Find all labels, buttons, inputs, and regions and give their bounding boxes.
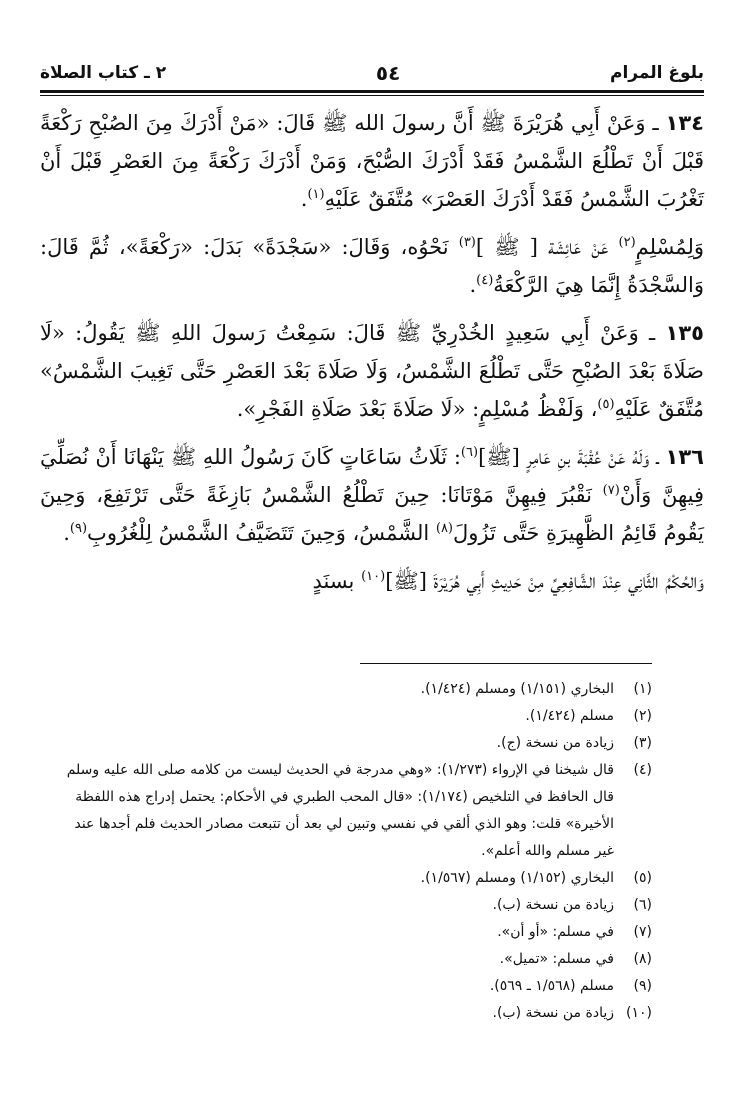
footnote-item (52, 973, 652, 1000)
footnote-text: البخاري (١/١٥٢) ومسلم (١/٥٦٧). (420, 870, 614, 886)
footnote-number: (٦) (633, 897, 652, 913)
hadith-text: ـ وَعَنْ أَبِي سَعِيدٍ الخُدْرِيِّ ﷺ قَالَ: سَمِعْتُ رَسولَ اللهِ ﷺ يَقُولُ: «لَا صَلَاةَ بَعْدَ الصُبْحِ حَتَّى تَطْلُعَ الشَّمْسُ، وَلَا صَلَاةَ بَعْدَ العَصْرِ حَتَّى تَغِيبَ الشَّمْسُ» مُتَّفَقٌ عَلَيْهِ (40, 321, 704, 421)
footnote-ref[interactable]: (٥) (597, 397, 615, 412)
header-rule-thin (40, 95, 704, 96)
footnote-item (52, 730, 652, 757)
hadith-number: ١٣٤ (665, 111, 704, 135)
ruling-text: وَالحُكْمُ الثَّانِي عِنْدَ الشَّافِعِيِّ مِنْ حَدِيثِ أَبِي هُرَيْرَةَ [ﷺ] (385, 569, 704, 593)
footnote-text: زيادة من نسخة (ب). (492, 897, 614, 913)
running-header (40, 56, 704, 90)
footnote-text: في مسلم: «تميل». (499, 951, 614, 967)
footnote-ref[interactable]: (١) (307, 187, 325, 202)
narration-text: نَحْوُه، وَقَالَ: «سَجْدَةً» بَدَلَ: «رَكْعَةً»، ثُمَّ قَالَ: وَالسَّجْدَةُ إِنَّمَا هِيَ الرَّكْعَةُ (40, 235, 704, 297)
footnote-number: (٩) (633, 978, 652, 994)
chapter-title: ٢ ـ كتاب الصلاة (40, 63, 167, 83)
hadith-136 (40, 438, 704, 552)
hadith-number: ١٣٦ (665, 445, 704, 469)
narration-text: . (469, 273, 477, 297)
footnote-text: في مسلم: «أو أن». (497, 924, 614, 940)
hadith-134 (40, 104, 704, 218)
hadith-135 (40, 314, 704, 428)
hadith-text: . (63, 521, 70, 545)
footnote-item (52, 1000, 652, 1027)
hadith-text: الشَّمْسُ، وَحِينَ تَتَضَيَّفُ الشَّمْسُ لِلْغُرُوبِ (87, 521, 436, 545)
footnote-ref[interactable]: (٣) (458, 235, 476, 250)
footnote-item (52, 946, 652, 973)
hadith-text: نَقْبُرَ فِيهِنَّ مَوْتَانَا: حِينَ تَطْلُعُ الشَّمْسُ بَازِغَةً حَتَّى تَرْتَفِعَ، وَحِينَ يَقُومُ قَائِمُ الظَّهِيرَةِ حَتَّى تَزُولَ (40, 483, 704, 545)
footnote-ref[interactable]: (٧) (602, 483, 620, 498)
footnote-item (52, 892, 652, 919)
footnote-ref[interactable]: (٨) (435, 521, 453, 536)
footnote-number: (٤) (633, 762, 652, 778)
footnote-text: زيادة من نسخة (ب). (492, 1005, 614, 1021)
footnote-item (52, 676, 652, 703)
footnote-ref[interactable]: (١٠) (361, 569, 386, 584)
footnote-text: مسلم (١/٥٦٨ ـ ٥٦٩). (489, 978, 614, 994)
hadith-text: ـ وَعَنْ أَبِي هُرَيْرَةَ ﷺ أَنَّ رسولَ الله ﷺ قَالَ: «مَنْ أَدْرَكَ مِنَ الصُبْحِ رَكْعَةً قَبْلَ أَنْ تَطْلُعَ الشَّمْسُ فَقَدْ أَدْرَكَ الصُّبْحَ، وَمَنْ أَدْرَكَ رَكْعَةً مِنَ العَصْرِ قَبْلَ أَنْ تَغْرُبَ الشَّمْسُ فَقَدْ أَدْرَكَ العَصْرَ» مُتَّفَقٌ عَلَيْهِ (40, 111, 704, 211)
footnote-number: (٥) (633, 870, 652, 886)
footnote-number: (٢) (633, 708, 652, 724)
footnote-number: (١٠) (626, 1005, 652, 1021)
footnotes (52, 676, 652, 1027)
footnote-text: زيادة من نسخة (ج). (496, 735, 614, 751)
footnote-text: قال شيخنا في الإرواء (١/٢٧٣): «وهي مدرجة في الحديث ليست من كلامه صلى الله عليه وسلم قال الحافظ في التلخيص (١/١٧٤): «قال المحب الطبري في الأحكام: يحتمل إدراج هذه اللفظة الأخيرة» قلت: وهو الذي ألقي في نفسي وتبين لي بعد أن تتبعت مصادر الحديث فلم أجدها عند غير مسلم والله أعلم». (66, 762, 614, 859)
footnote-ref[interactable]: (٤) (476, 273, 494, 288)
header-rule (40, 90, 704, 93)
narration-text: عَنْ عَائِشَة [ ﷺ ] (475, 235, 619, 259)
footnote-text: مسلم (١/٤٢٤). (525, 708, 614, 724)
ruling-text: بسنَدٍ (312, 569, 362, 593)
page-number: ٥٤ (375, 61, 401, 85)
main-text (40, 104, 704, 610)
footnote-item (52, 865, 652, 892)
book-title: بلوغ المرام (610, 63, 704, 83)
hadith-text: . (300, 187, 308, 211)
narration-text: وَلِمُسْلِمٍ (635, 235, 704, 259)
ruling-paragraph (40, 562, 704, 600)
footnote-number: (٣) (633, 735, 652, 751)
footnote-ref[interactable]: (٦) (460, 445, 479, 460)
muslim-narration (40, 228, 704, 304)
footnote-ref[interactable]: (٩) (69, 521, 88, 536)
hadith-text: ، وَلَفْظُ مُسْلِمٍ: «لَا صَلَاةَ بَعْدَ صَلَاةِ الفَجْرِ». (236, 397, 598, 421)
footnote-number: (٨) (633, 951, 652, 967)
footnote-number: (١) (633, 681, 652, 697)
footnote-ref[interactable]: (٢) (618, 235, 636, 250)
footnote-separator (360, 663, 652, 664)
hadith-text: ـ وَلَهُ عَنْ عُقْبَةَ بنِ عَامِرٍ [ﷺ] (478, 445, 666, 469)
footnote-text: البخاري (١/١٥١) ومسلم (١/٤٢٤). (420, 681, 614, 697)
footnote-item (52, 703, 652, 730)
hadith-number: ١٣٥ (665, 321, 704, 345)
footnote-item (52, 757, 652, 865)
hadith-text: : ثَلَاثُ سَاعَاتٍ كَانَ رَسُولُ اللهِ ﷺ يَنْهَانَا أَنْ نُصَلِّيَ فِيهِنَّ وَأَنْ (40, 445, 704, 507)
footnote-item (52, 919, 652, 946)
footnote-number: (٧) (633, 924, 652, 940)
